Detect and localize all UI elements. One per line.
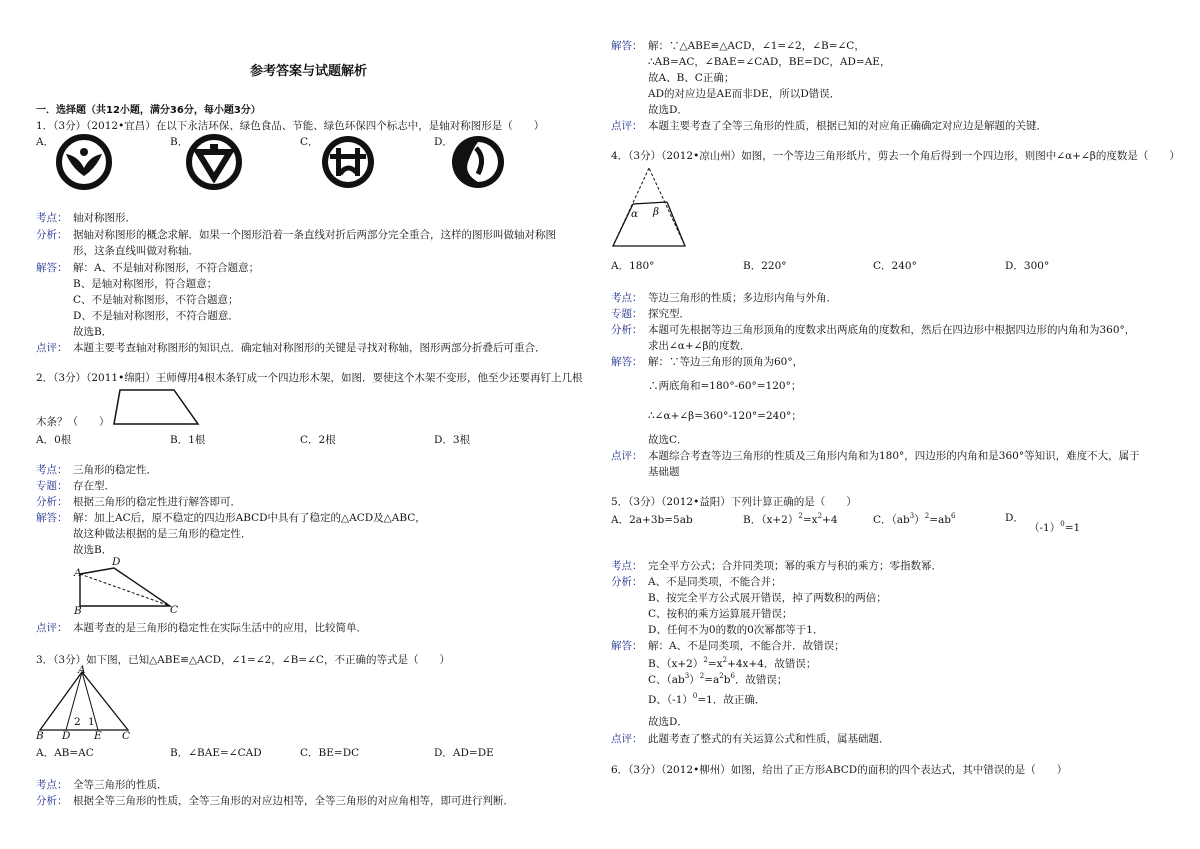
q5-jieda-line5: 故选D． [648, 716, 688, 728]
q5-stem: 5．（3分）（2012•益阳）下列计算正确的是（ ） [611, 496, 857, 508]
q1-jieda-line1: 解：A、不是轴对称图形，不符合题意； [73, 262, 260, 274]
q4-jieda-line4: 故选C． [648, 434, 688, 446]
q3-fig-label-d: D [62, 730, 71, 742]
q2-kaodian-label: 考点： [36, 464, 68, 476]
q2-option-d: D．3根 [434, 434, 471, 446]
q2-option-b: B．1根 [170, 434, 206, 446]
q1-stem: 1．（3分）（2012•宜昌）在以下永洁环保、绿色食品、节能、绿色环保四个标志中，是轴对称图形是（ ） [36, 120, 545, 132]
q1-fenxi-line1: 据轴对称图形的概念求解．如果一个图形沿着一条直线对折后两部分完全重合，这样的图形叫做轴对称图 [73, 229, 556, 241]
q5-jieda-label: 解答： [611, 640, 643, 652]
q5-fenxi-label: 分析： [611, 576, 643, 588]
q2-fenxi: 根据三角形的稳定性进行解答即可． [73, 496, 241, 508]
q3-fig-label-c: C [122, 730, 131, 742]
q4-zhuanti-label: 专题： [611, 308, 643, 320]
q4-fenxi-label: 分析： [611, 324, 643, 336]
q5-fenxi-line2: B、按完全平方公式展开错误，掉了两数积的两倍； [648, 592, 887, 604]
q5-option-b: B．$(x+2)^2=x^2+4$ [743, 512, 838, 526]
q3-option-d: D．AD=DE [434, 747, 494, 759]
q4-jieda-line1: 解：∵等边三角形的顶角为60°， [648, 356, 804, 368]
q5-fenxi-line3: C、按积的乘方运算展开错误； [648, 608, 793, 620]
q3-fenxi: 根据全等三角形的性质，全等三角形的对应边相等，全等三角形的对应角相等，即可进行判断． [73, 795, 514, 807]
q5-option-d: $(-1)^0=1$ [1029, 520, 1081, 534]
q1-kaodian-label: 考点： [36, 212, 68, 224]
q3-option-a: A．AB=AC [36, 747, 94, 759]
q2-fig-label-a: A [74, 567, 82, 579]
q1-jieda-line5: 故选B． [73, 326, 113, 338]
q4-dianping-label: 点评： [611, 450, 643, 462]
q1-jieda-label: 解答： [36, 262, 68, 274]
q5-jieda-line2: B、$(x+2)^2=x^2+4x+4$．故错误； [648, 656, 817, 670]
q1-jieda-line2: B、是轴对称图形，符合题意； [73, 278, 218, 290]
q3-option-b: B．∠BAE=∠CAD [170, 747, 262, 759]
q3-dianping: 本题主要考查了全等三角形的性质，根据已知的对应角正确确定对应边是解题的关键． [648, 120, 1047, 132]
q3-jieda-label: 解答： [611, 40, 643, 52]
q4-fenxi-line1: 本题可先根据等边三角形顶角的度数求出两底角的度数和，然后在四边形中根据四边形的内角和为360°， [648, 324, 1136, 336]
q3-jieda-line2: ∴AB=AC，∠BAE=∠CAD，BE=DC，AD=AE， [648, 56, 891, 68]
q3-fig-label-b: B [36, 730, 44, 742]
q2-option-c: C．2根 [300, 434, 336, 446]
q4-zhuanti: 探究型． [648, 308, 690, 320]
q3-jieda-line3: 故A、B、C正确； [648, 72, 735, 84]
q4-option-d: D．300° [1005, 260, 1050, 272]
q4-dianping-line2: 基础题 [648, 466, 680, 478]
logo-c-icon [320, 134, 376, 190]
q2-dianping: 本题考查的是三角形的稳定性在实际生活中的应用，比较简单． [73, 622, 367, 634]
q2-answer-figure [72, 558, 182, 616]
q5-dianping-label: 点评： [611, 733, 643, 745]
q3-fig-angle-1: 1 [88, 716, 95, 728]
q3-option-c: C．BE=DC [300, 747, 360, 759]
q5-dianping: 此题考查了整式的有关运算公式和性质，属基础题． [648, 733, 890, 745]
q3-jieda-line4: AD的对应边是AE而非DE，所以D错误． [648, 88, 841, 100]
q3-fig-angle-2: 2 [74, 716, 81, 728]
q3-kaodian: 全等三角形的性质． [73, 779, 168, 791]
q4-fig-alpha: α [631, 208, 639, 220]
q3-jieda-line5: 故选D． [648, 104, 688, 116]
q4-kaodian-label: 考点： [611, 292, 643, 304]
right-column [611, 0, 1180, 849]
q2-zhuanti-label: 专题： [36, 480, 68, 492]
logo-d-icon [450, 134, 506, 190]
q5-jieda-line1: 解：A、不是同类项，不能合并．故错误； [648, 640, 845, 652]
q4-triangle-figure [611, 166, 691, 250]
q4-option-a: A．180° [611, 260, 655, 272]
q6-stem: 6．（3分）（2012•柳州）如图，给出了正方形ABCD的面积的四个表达式，其中错误的是（ ） [611, 764, 1068, 776]
q4-fenxi-line2: 求出∠α+∠β的度数． [648, 340, 751, 352]
q2-kaodian: 三角形的稳定性． [73, 464, 157, 476]
q1-dianping-label: 点评： [36, 342, 68, 354]
q3-jieda-line1: 解：∵△ABE≌△ACD，∠1=∠2，∠B=∠C， [648, 40, 865, 52]
q1-fenxi-label: 分析： [36, 229, 68, 241]
q2-jieda-label: 解答： [36, 512, 68, 524]
q3-fig-label-a: A [78, 664, 86, 676]
q1-jieda-line3: C、不是轴对称图形，不符合题意； [73, 294, 239, 306]
page-title: 参考答案与试题解析 [250, 64, 368, 79]
q2-jieda-line3: 故选B． [73, 544, 113, 556]
q2-stem-line1: 2．（3分）（2011•绵阳）王师傅用4根木条钉成一个四边形木架，如图．要使这个木架不变形，他至少还要再钉上几根 [36, 372, 583, 384]
q4-stem: 4．（3分）（2012•凉山州）如图，一个等边三角形纸片，剪去一个角后得到一个四边形，则图中∠α+∠β的度数是（ ） [611, 150, 1180, 162]
q2-jieda-line2: 故这种做法根据的是三角形的稳定性． [73, 528, 252, 540]
q1-option-a: A． [36, 136, 55, 148]
logo-a-icon [56, 134, 112, 190]
q4-kaodian: 等边三角形的性质；多边形内角与外角． [648, 292, 837, 304]
q1-option-b: B． [170, 136, 189, 148]
q5-fenxi-line4: D、任何不为0的数的0次幂都等于1． [648, 624, 824, 636]
q5-option-d-label: D． [1005, 512, 1024, 524]
q4-option-c: C．240° [873, 260, 917, 272]
q1-jieda-line4: D、不是轴对称图形，不符合题意． [73, 310, 239, 322]
q2-fenxi-label: 分析： [36, 496, 68, 508]
q3-fig-label-e: E [94, 730, 102, 742]
q5-fenxi-line1: A、不是同类项，不能合并； [648, 576, 782, 588]
q3-fenxi-label: 分析： [36, 795, 68, 807]
q5-kaodian-label: 考点： [611, 560, 643, 572]
q5-jieda-line3: C、$(ab^3)^2=a^2b^6$．故错误； [648, 672, 788, 686]
q5-option-c: C．$(ab^3)^2=ab^6$ [873, 512, 956, 526]
q2-fig-label-b: B [74, 605, 82, 617]
q4-jieda-line3: ∴∠α+∠β=360°-120°=240°； [648, 410, 802, 422]
q2-quadrilateral-figure [114, 388, 204, 428]
q2-fig-label-c: C [170, 604, 179, 616]
q2-zhuanti: 存在型． [73, 480, 115, 492]
q4-dianping-line1: 本题综合考查等边三角形的性质及三角形内角和为180°，四边形的内角和是360°等知识，难度不大，属于 [648, 450, 1140, 462]
q2-dianping-label: 点评： [36, 622, 68, 634]
q5-jieda-line4: D、$(-1)^0=1$．故正确． [648, 692, 766, 706]
q1-option-c: C． [300, 136, 319, 148]
q2-fig-label-d: D [112, 556, 121, 568]
q5-kaodian: 完全平方公式；合并同类项；幂的乘方与积的乘方；零指数幂． [648, 560, 942, 572]
q4-jieda-line2: ∴两底角和=180°-60°=120°； [648, 380, 802, 392]
section-heading: 一．选择题（共12小题，满分36分，每小题3分） [36, 105, 261, 116]
q1-kaodian: 轴对称图形． [73, 212, 136, 224]
q2-option-a: A．0根 [36, 434, 72, 446]
left-column [36, 0, 596, 849]
q2-stem-line2: 木条？（ ） [36, 416, 110, 428]
q4-fig-beta: β [653, 206, 660, 218]
q3-kaodian-label: 考点： [36, 779, 68, 791]
logo-b-icon [186, 134, 242, 190]
q1-dianping: 本题主要考查轴对称图形的知识点．确定轴对称图形的关键是寻找对称轴，图形两部分折叠后可重合． [73, 342, 546, 354]
q2-jieda-line1: 解：加上AC后，原不稳定的四边形ABCD中具有了稳定的△ACD及△ABC， [73, 512, 426, 524]
q3-dianping-label: 点评： [611, 120, 643, 132]
q1-fenxi-line2: 形，这条直线叫做对称轴． [73, 245, 199, 257]
q5-option-a: A．2a+3b=5ab [611, 514, 693, 526]
q3-stem: 3．（3分）如下图，已知△ABE≌△ACD，∠1=∠2，∠B=∠C，不正确的等式是（ ） [36, 654, 450, 666]
q1-option-d: D． [434, 136, 453, 148]
q4-option-b: B．220° [743, 260, 787, 272]
q4-jieda-label: 解答： [611, 356, 643, 368]
q3-triangle-figure [36, 668, 136, 738]
